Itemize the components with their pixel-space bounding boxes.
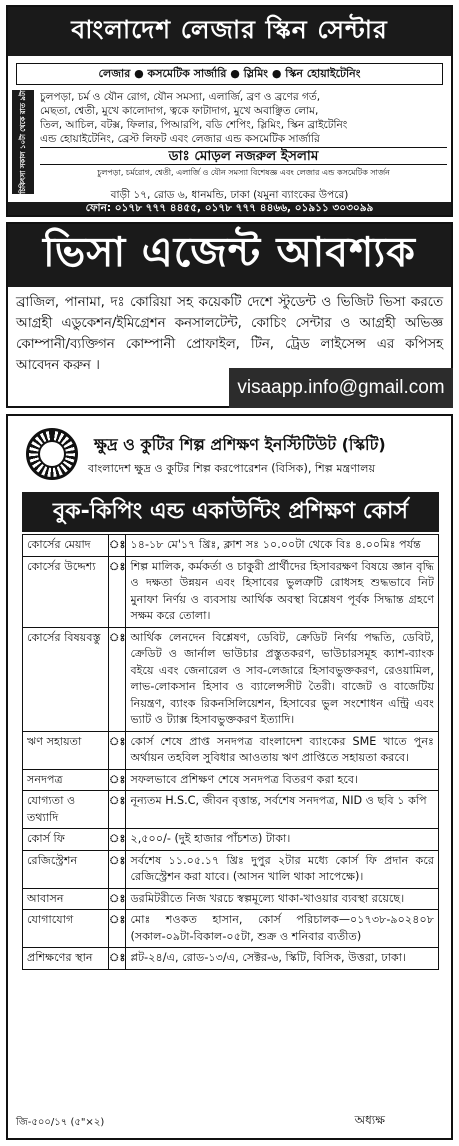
- sciti-logo-emblem: [38, 440, 66, 468]
- row-label: ঋণ সহায়তা: [23, 731, 109, 769]
- row-value: প্লট-২৪/এ, রোড-১৩/এ, সেক্টর-৬, স্কিটি, বিসিক, উত্তরা, ঢাকা।: [126, 948, 439, 970]
- visa-ad-email[interactable]: visaapp.info@gmail.com: [229, 368, 453, 408]
- row-separator: ঃ: [109, 556, 126, 627]
- laser-ad-doctor-name: ডাঃ মোড়ল নজরুল ইসলাম: [40, 147, 447, 165]
- row-label: যোগ্যতা ও তথ্যাদি: [23, 791, 109, 829]
- laser-ad-side-label: চিকিৎসা সকাল ১০টা থেকে রাত ৯টা: [12, 90, 34, 194]
- laser-ad-footer: [8, 189, 451, 215]
- sciti-course-title: বুক-কিপিং এন্ড একাউন্টিং প্রশিক্ষণ কোর্স: [22, 492, 439, 532]
- row-separator: ঃ: [109, 769, 126, 791]
- row-label: আবাসন: [23, 888, 109, 910]
- laser-ad-body: [12, 90, 447, 196]
- row-value: ২,৫০০/- (দুই হাজার পাঁচশত) টাকা।: [126, 829, 439, 851]
- sciti-ministry: বাংলাদেশ ক্ষুদ্র ও কুটির শিল্প করপোরেশন (বিসিক), শিল্প মন্ত্রণালয়: [88, 462, 376, 475]
- row-label: কোর্সের বিষয়বস্তু: [23, 627, 109, 731]
- row-value: সর্বশেষ ১১.০৫.১৭ খ্রিঃ দুপুর ২টার মধ্যে কোর্স ফি প্রদান করে রেজিস্ট্রেশন করা যাবে। (আসন খালি থাকা সাপেক্ষে)।: [126, 850, 439, 888]
- row-value: নূন্যতম H.S.C, জীবন বৃত্তান্ত, সর্বশেষ সনদপত্র, NID ও ছবি ১ কপি: [126, 791, 439, 829]
- row-value: সফলভাবে প্রশিক্ষণ শেষে সনদপত্র বিতরণ করা হবে।: [126, 769, 439, 791]
- row-separator: ঃ: [109, 731, 126, 769]
- laser-ad-line: মেছতা, শ্বেতী, মুখে কালোদাগ, ত্বকে ফাটাদাগ, মুখে অবাঞ্ছিত লোম,: [40, 105, 319, 117]
- row-value: ১৪-১৮ মে'১৭ খ্রিঃ, ক্লাশ সঃ ১০.০০টা থেকে বিঃ ৪.০০মিঃ পর্যন্ত: [126, 535, 439, 557]
- table-row: [23, 829, 439, 851]
- row-separator: ঃ: [109, 791, 126, 829]
- row-label: কোর্সের মেয়াদ: [23, 535, 109, 557]
- row-separator: ঃ: [109, 850, 126, 888]
- table-row: [23, 627, 439, 731]
- row-label: যোগাযোগ: [23, 910, 109, 948]
- ad-reference-code: জি-৫০০/১৭ (৫"×২): [16, 1117, 105, 1128]
- laser-ad-address: বাড়ী ১৭, রোড ৬, ধানমন্ডি, ঢাকা (যমুনা ব্যাংকের উপরে): [110, 189, 349, 201]
- laser-skin-center-ad: [6, 5, 453, 217]
- row-separator: ঃ: [109, 910, 126, 948]
- row-separator: ঃ: [109, 535, 126, 557]
- sciti-course-ad: [6, 414, 453, 1140]
- table-row: [23, 910, 439, 948]
- laser-ad-line: এন্ড হোয়াইটেনিং, ব্রেস্ট লিফট এবং লেজার এন্ড কসমেটিক সার্জারি: [40, 133, 320, 145]
- row-value: কোর্স শেষে প্রাপ্ত সনদপত্র বাংলাদেশ ব্যাংকের SME খাতে পুনঃ অর্থায়ন তহবিল সুবিধার আওতায় ঋণ প্রাপ্তিতে সহায়তা করবে।: [126, 731, 439, 769]
- laser-ad-services: লেজার ● কসমেটিক সার্জারি ● স্লিমিং ● স্কিন হোয়াইটেনিং: [16, 63, 443, 85]
- signatory-title: অধ্যক্ষ: [354, 1113, 385, 1127]
- row-label: প্রশিক্ষণের স্থান: [23, 948, 109, 970]
- table-row: [23, 850, 439, 888]
- table-row: [23, 535, 439, 557]
- row-value: মোঃ শওকত হাসান, কোর্স পরিচালক—০১৭৩৮-৯০২৪০৮ (সকাল-০৯টা-বিকাল-০৫টা, শুক্র ও শনিবার ব্যতীত): [126, 910, 439, 948]
- row-separator: ঃ: [109, 888, 126, 910]
- table-row: [23, 731, 439, 769]
- row-label: রেজিস্ট্রেশন: [23, 850, 109, 888]
- laser-ad-title: বাংলাদেশ লেজার স্কিন সেন্টার: [8, 7, 451, 56]
- row-separator: ঃ: [109, 829, 126, 851]
- laser-ad-line: তিল, আচিল, বটক্স, ফিলার, পিআরপি, বডি শেপিং, স্লিমিং, স্কিন ব্রাইটেনিং: [40, 119, 348, 131]
- row-separator: ঃ: [109, 627, 126, 731]
- laser-ad-specialty: চুলপড়া, চর্মরোগ, শ্বেতী, এলার্জি ও যৌন সমস্যা বিশেষজ্ঞ এবং লেজার এন্ড কসমেটিক সার্জন: [97, 168, 390, 177]
- sciti-institute-name: ক্ষুদ্র ও কুটির শিল্প প্রশিক্ষণ ইনস্টিটিউট (স্কিটি): [94, 435, 386, 454]
- table-row: [23, 791, 439, 829]
- visa-ad-body: ব্রাজিল, পানামা, দঃ কোরিয়া সহ কয়েকটি দেশে স্টুডেন্ট ও ভিজিট ভিসা করতে আগ্রহী এডুকেশন/ইমিগ্রেশন কনসালটেন্ট, কোচিং সেন্টার ও আগ্রহী অভিজ্ঞ কোম্পানী/ব্যক্তিগন কোম্পানী প্রোফাইল, টিন, ট্রেড লাইসেন্স এর কপিসহ আবেদন করুন ।: [16, 295, 443, 373]
- row-separator: ঃ: [109, 948, 126, 970]
- row-label: কোর্সের উদ্দেশ্য: [23, 556, 109, 627]
- row-value: শিল্প মালিক, কর্মকর্তা ও চাকুরী প্রার্থীদের হিসাবরক্ষণ বিষয়ে জ্ঞান বৃদ্ধি ও দক্ষতা উন্নয়ন এবং হিসাবের ভুলত্রুটি রোধসহ শুদ্ধভাবে নিট মুনাফা নির্ণয় ও ব্যবসায় আর্থিক অবস্থা বিশ্লেষণ পূর্বক সিদ্ধান্ত গ্রহণে সক্ষম করে তোলা।: [126, 556, 439, 627]
- course-details-table: [22, 534, 439, 970]
- row-label: সনদপত্র: [23, 769, 109, 791]
- row-value: ডরমিটরীতে নিজ খরচে স্বল্পমূল্যে থাকা-খাওয়ার ব্যবস্থা রয়েছে।: [126, 888, 439, 910]
- table-row: [23, 769, 439, 791]
- visa-ad-title: ভিসা এজেন্ট আবশ্যক: [8, 224, 451, 287]
- sciti-logo-icon: [26, 428, 78, 480]
- table-row: [23, 556, 439, 627]
- row-value: আর্থিক লেনদেন বিশ্লেষণ, ডেবিট, ক্রেডিট নির্ণয় পদ্ধতি, ডেবিট, ক্রেডিট ও জার্নাল ভাউচার প্রস্তুতকরণ, ভাউচারসমূহ ক্যাশ-ব্যাংক বইয়ে এবং জেনারেল ও সাব-লেজারে হিসাবভুক্তকরণ, রেওয়ামিল, লাভ-লোকসান হিসাব ও ব্যালেন্সসীট তৈরী। বাজেট ও বাজেটিয় নিয়ন্ত্রণ, ব্যাংক রিকনসিলিয়েশন, হিসাবের ভুল সংশোধন এন্ট্রি এবং ভ্যাট ও ট্যাক্স হিসাবভুক্তকরণ ইত্যাদি।: [126, 627, 439, 731]
- visa-agent-ad: [6, 222, 453, 408]
- laser-ad-line: চুলপড়া, চর্ম ও যৌন রোগ, যৌন সমস্যা, এলার্জি, ব্রণ ও ব্রণের গর্ত,: [40, 91, 321, 103]
- row-label: কোর্স ফি: [23, 829, 109, 851]
- laser-ad-text: [40, 90, 447, 180]
- table-row: [23, 888, 439, 910]
- laser-ad-phones: ফোন: ০১৭৮ ৭৭৭ ৪৪৫৫, ০১৭৮ ৭৭৭ ৪৪৬৬, ০১৯১১ ৩০৩০৯৯: [8, 202, 451, 215]
- table-row: [23, 948, 439, 970]
